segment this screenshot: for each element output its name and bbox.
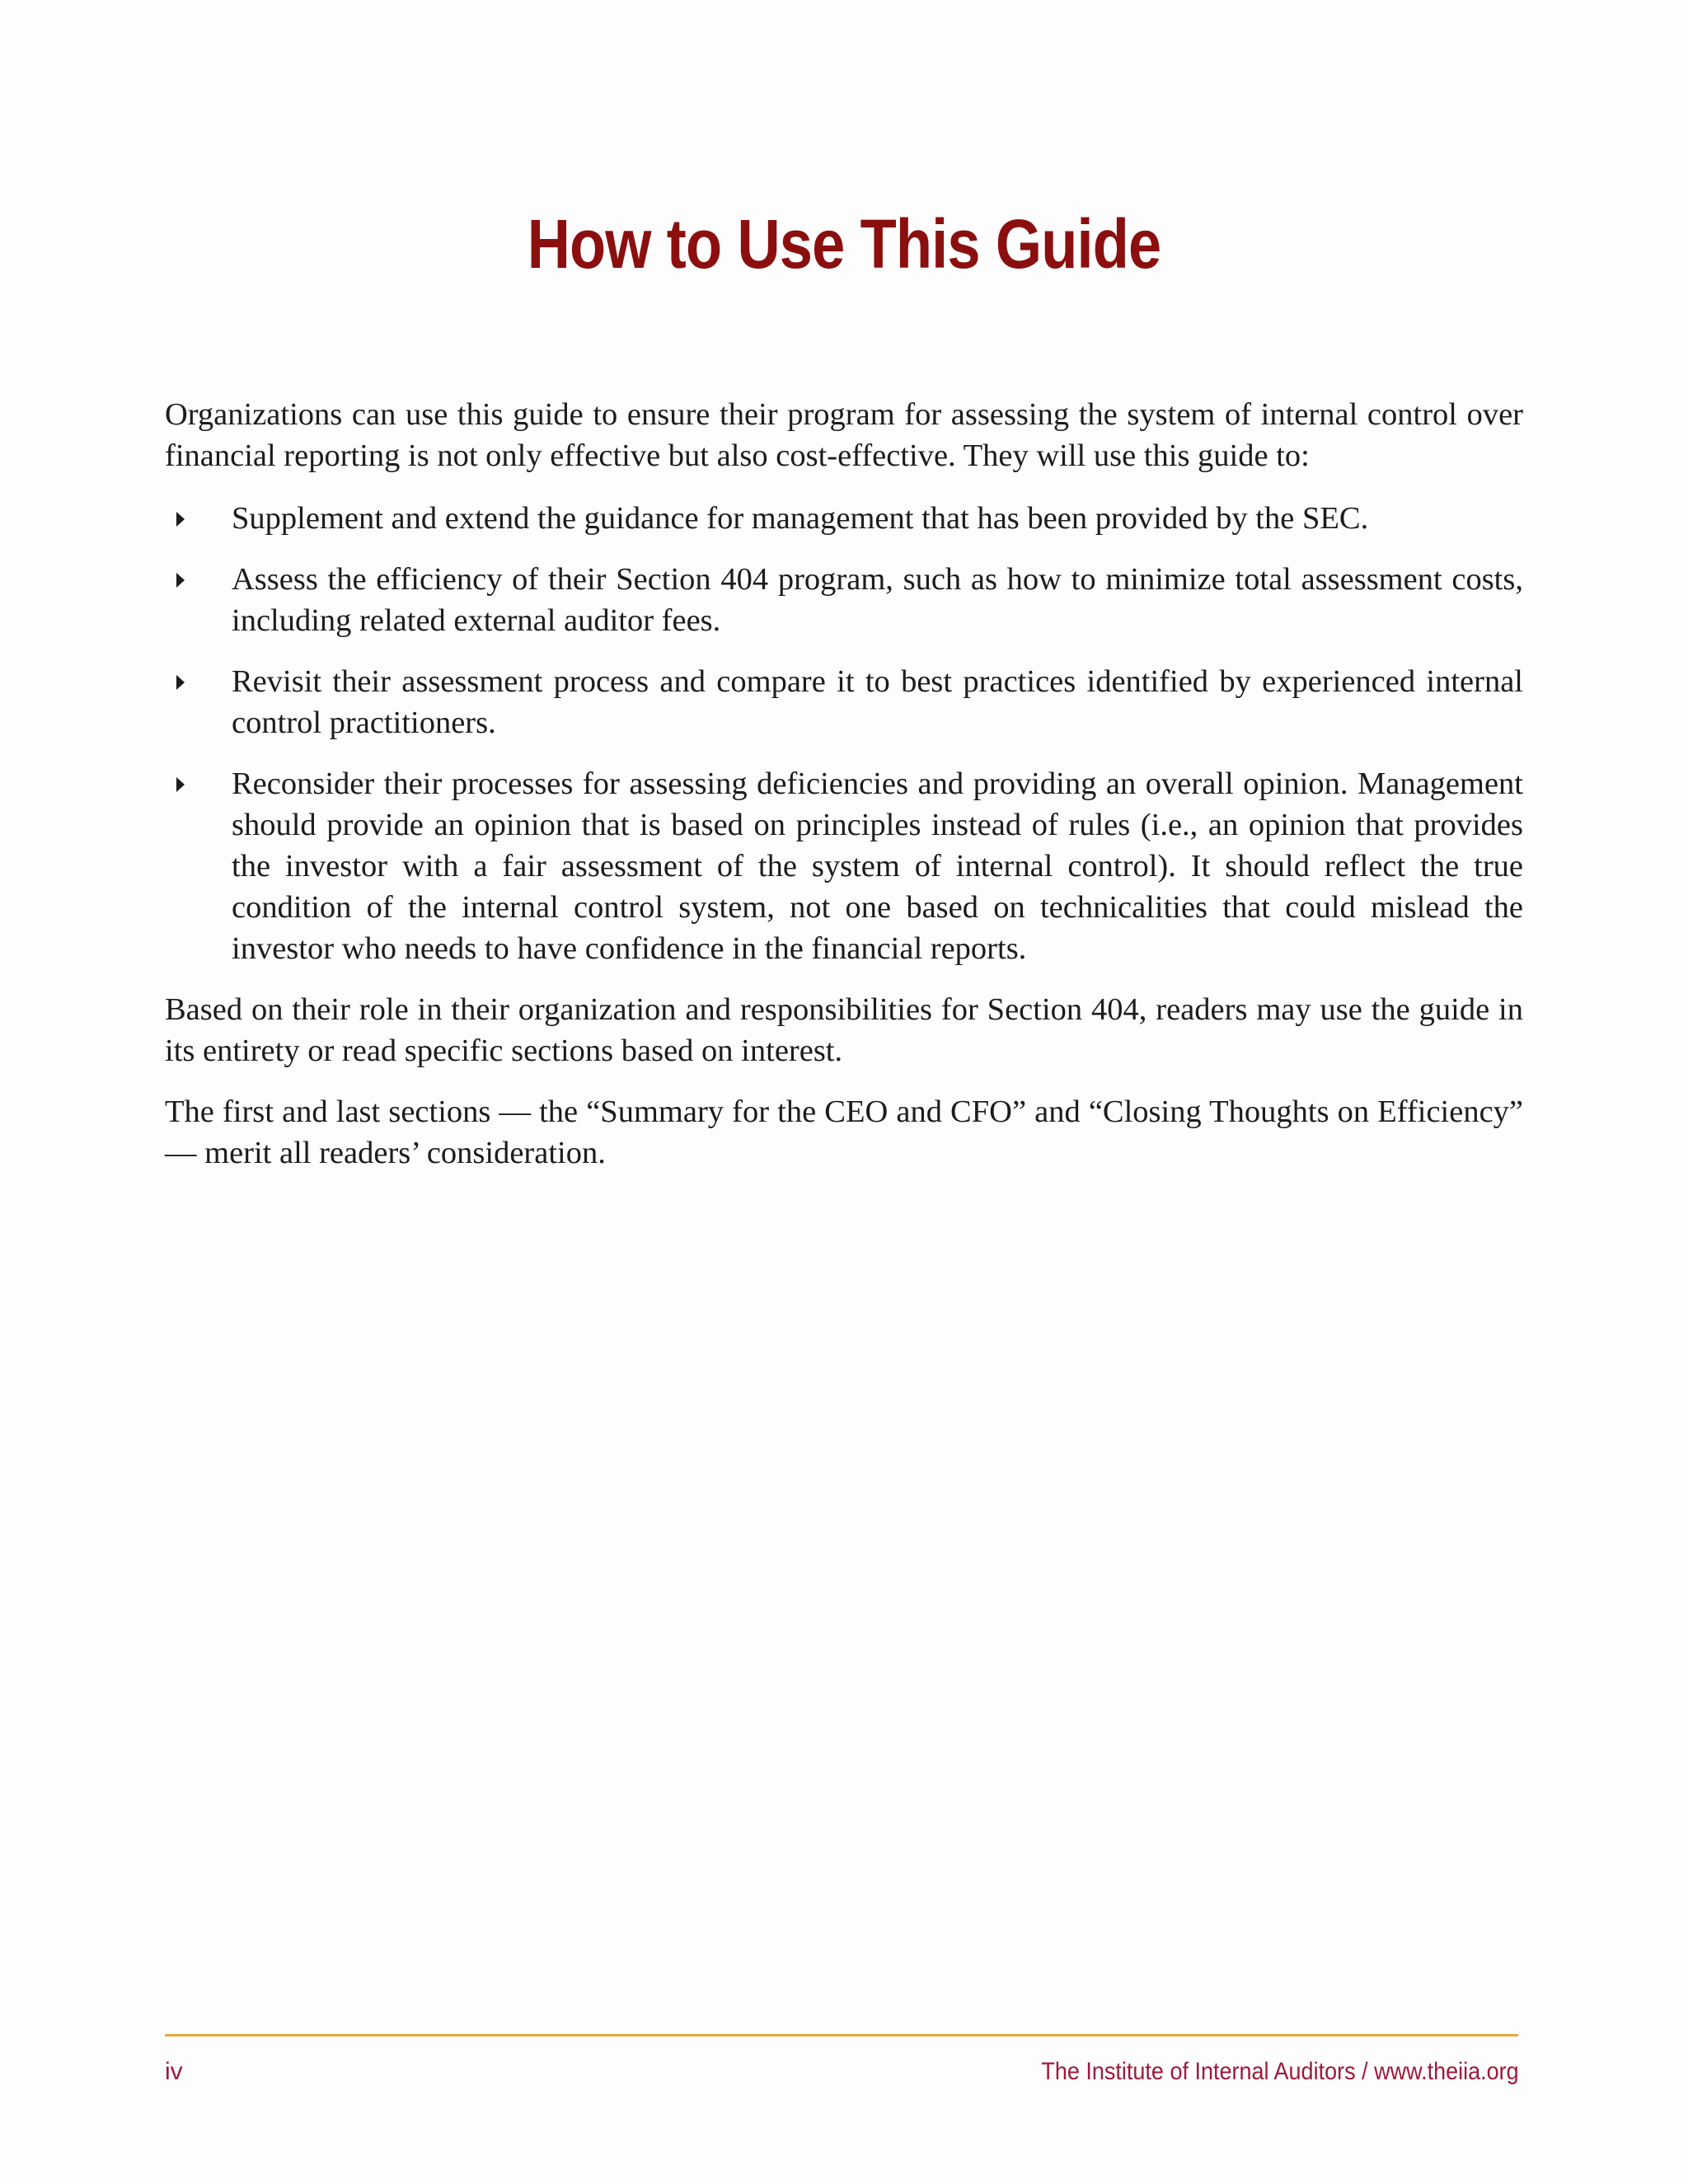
list-item-text: Reconsider their processes for assessing deficiencies and providing an overall opinion. Management should provide an opinion that is based on principles instead of rules (i.e., an opinion that provides the investor with a fair assessment of the system of internal control). It should reflect the true condition of the internal control system, not one based on technicalities that could mislead the investor who needs to have confidence in the financial reports. xyxy=(232,766,1523,966)
footer-rule xyxy=(165,2034,1518,2036)
body-paragraph: The first and last sections — the “Summary for the CEO and CFO” and “Closing Thoughts on Efficiency” — merit all readers’ consideration. xyxy=(165,1094,1523,1170)
list-item xyxy=(165,559,1523,641)
list-item xyxy=(165,763,1523,969)
list-item xyxy=(165,498,1523,539)
bullet-list xyxy=(165,498,1523,969)
page-number: iv xyxy=(165,2058,183,2085)
body-text xyxy=(165,394,1523,1193)
body-paragraph: Based on their role in their organization and responsibilities for Section 404, readers may use the guide in its entirety or read specific sections based on interest. xyxy=(165,992,1523,1068)
triangle-bullet-icon xyxy=(176,573,185,588)
footer-publisher: The Institute of Internal Auditors / www.theiia.org xyxy=(1041,2058,1519,2085)
page-title: How to Use This Guide xyxy=(527,205,1161,283)
list-item-text: Revisit their assessment process and compare it to best practices identified by experienced internal control practitioners. xyxy=(232,664,1523,740)
triangle-bullet-icon xyxy=(176,675,185,690)
intro-paragraph: Organizations can use this guide to ensure their program for assessing the system of internal control over financial reporting is not only effective but also cost-effective. They will use this guide to: xyxy=(165,397,1523,473)
triangle-bullet-icon xyxy=(176,512,185,527)
list-item-text: Assess the efficiency of their Section 404 program, such as how to minimize total assessment costs, including related external auditor fees. xyxy=(232,562,1523,638)
triangle-bullet-icon xyxy=(176,777,185,792)
list-item xyxy=(165,661,1523,743)
list-item-text: Supplement and extend the guidance for management that has been provided by the SEC. xyxy=(232,501,1369,536)
